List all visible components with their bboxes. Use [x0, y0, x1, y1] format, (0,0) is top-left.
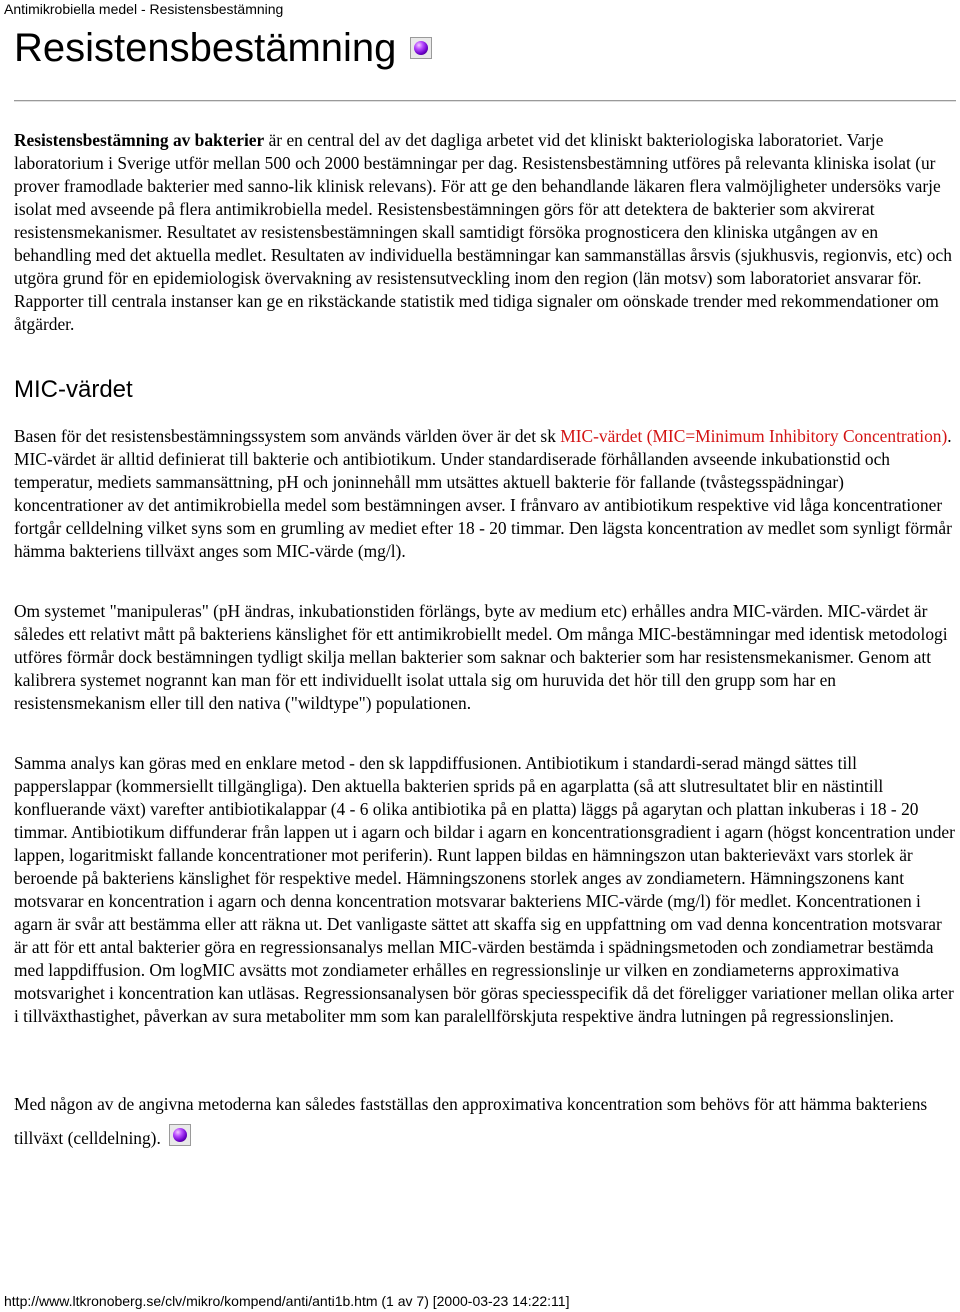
page-title [14, 22, 432, 74]
mic-p1-before: Basen för det resistensbestämningssystem som används världen över är det sk [14, 426, 561, 446]
intro-text: är en central del av det dagliga arbetet vid det kliniskt bakteriologiska laboratoriet. Varje laboratorium i Sverige utför mellan 500 och 2000 bestämningar per dag. Resistensbestämning utföres på relevanta kliniska isolat (ur prover framodlade bakterier med sanno-lik klinisk relevans). För att ge den behandlande läkaren flera valmöjligheter undersöks varje isolat med avseende på flera antimikrobiella medel. Resistensbestämningen görs för att detektera de bakterier som akvirerat resistensmekanismer. Resultatet av resistensbestämningen skall samtidigt försöka prognosticera den kliniska utgången av en behandling med det aktuella medlet. Resultaten av individuella bestämningar kan sammanställas årsvis (sjukhusvis, regionvis, etc) och utgöra grund för en epidemiologisk övervakning av resistensutveckling inom den region (län motsv) som laboratoriet ansvarar för. Rapporter till centrala instanser kan ge en rikstäckande statistik med tidiga signaler om oönskade trender med rekommendationer om åtgärder. [14, 130, 952, 334]
mic-paragraph-1 [14, 425, 956, 563]
running-header: Antimikrobiella medel - Resistensbestämning [4, 1, 284, 17]
intro-lead-bold: Resistensbestämning av bakterier [14, 130, 265, 150]
section-heading-mic: MIC-värdet [14, 376, 133, 403]
mic-paragraph-4 [14, 1087, 956, 1155]
mic-paragraph-2: Om systemet "manipuleras" (pH ändras, inkubationstiden förlängs, byte av medium etc) erhålles andra MIC-värden. MIC-värdet är således ett relativt mått på bakteriens känslighet för ett antimikrobiellt medel. Om många MIC-bestämningar med identisk metodologi utföres förmår dock bestämningen tydligt skilja mellan bakterier som saknar och bakterier som har resistensmekanismer. Genom att kalibrera systemet nogrannt kan man för ett individuellt isolat uttala sig om huruvida det hör till den grupp som har en resistensmekanism eller till den nativa ("wildtype") populationen. [14, 601, 948, 713]
horizontal-rule [14, 100, 956, 102]
mic-paragraph-3: Samma analys kan göras med en enklare metod - den sk lappdiffusionen. Antibiotikum i standardi-serad mängd sättes till papperslappar (kommersiellt tillgängliga). Den aktuella bakterien sprids på en agarplatta (så att slutresultatet blir en nästintill konfluerande växt) varefter antibiotikalappar (4 - 6 olika antibiotika på en platta) läggs på agarytan och plattan inkuberas i 18 - 20 timmar. Antibiotikum diffunderar från lappen ut i agarn och bildar i agarn en koncentrationsgradient i agarn (högst koncentration under lappen, logaritmiskt fallande koncentrationer mot periferin). Runt lappen bildas en hämningszon utan bakterieväxt vars storlek är beroende på bakteriens känslighet för respektive medel. Hämningszonens storlek anges av zondiametern. Hämningszonens kant motsvarar en koncentration i agarn och denna koncentration motsvarar bakteriens MIC-värde (mg/l) för medlet. Koncentrationen i agarn är svår att bestämma eller att räkna ut. Det vanligaste sättet att skaffa sig en uppfattning om vad denna koncentration motsvarar är att för ett antal bakterier göra en regressionsanalys mellan MIC-värden bestämda i spädningsmetoden och zondiametrar bestämda med lappdiffusion. Om logMIC avsätts mot zondiameter erhålles en regressionslinje ur vilken en zondiameterns approximativa motsvarighet i koncentration kan utläsas. Regressionsanalysen bör göras speciesspecifik då det föreligger variationer mellan olika arter i tillväxthastighet, påverkan av sura metaboliter mm som kan paralellförskjuta respektive ändra lutningen på regressionslinjen. [14, 753, 955, 1026]
page-title-text: Resistensbestämning [14, 26, 397, 70]
mic-p1-after: . MIC-värdet är alltid definierat till bakterie och antibiotikum. Under standardiserade förhållanden avseende inkubationstid och temperatur, mediets sammansättning, pH och joninnehåll mm utsättes aktuell bakterie för fallande (tvåstegsspädningar) koncentrationer av det antimikrobiella medel som bestämningen avser. I frånvaro av antibiotikum respektive vid låga koncentrationer fortgår celldelning vilket syns som en grumling av mediet efter 18 - 20 timmar. Den lägsta koncentration av medlet som synligt förmår hämma bakteriens tillväxt anges som MIC-värde (mg/l). [14, 426, 952, 561]
purple-ball-icon [169, 1124, 191, 1146]
mic-definition-link[interactable]: MIC-värdet (MIC=Minimum Inhibitory Concentration) [560, 426, 948, 446]
footer-url: http://www.ltkronoberg.se/clv/mikro/kompend/anti/anti1b.htm (1 av 7) [2000-03-23 14:22:11] [4, 1293, 570, 1309]
intro-paragraph [14, 129, 956, 336]
purple-ball-icon [410, 37, 432, 59]
mic-p4-text: Med någon av de angivna metoderna kan således fastställas den approximativa koncentration som behövs för att hämma bakteriens tillväxt (celldelning). [14, 1094, 928, 1148]
